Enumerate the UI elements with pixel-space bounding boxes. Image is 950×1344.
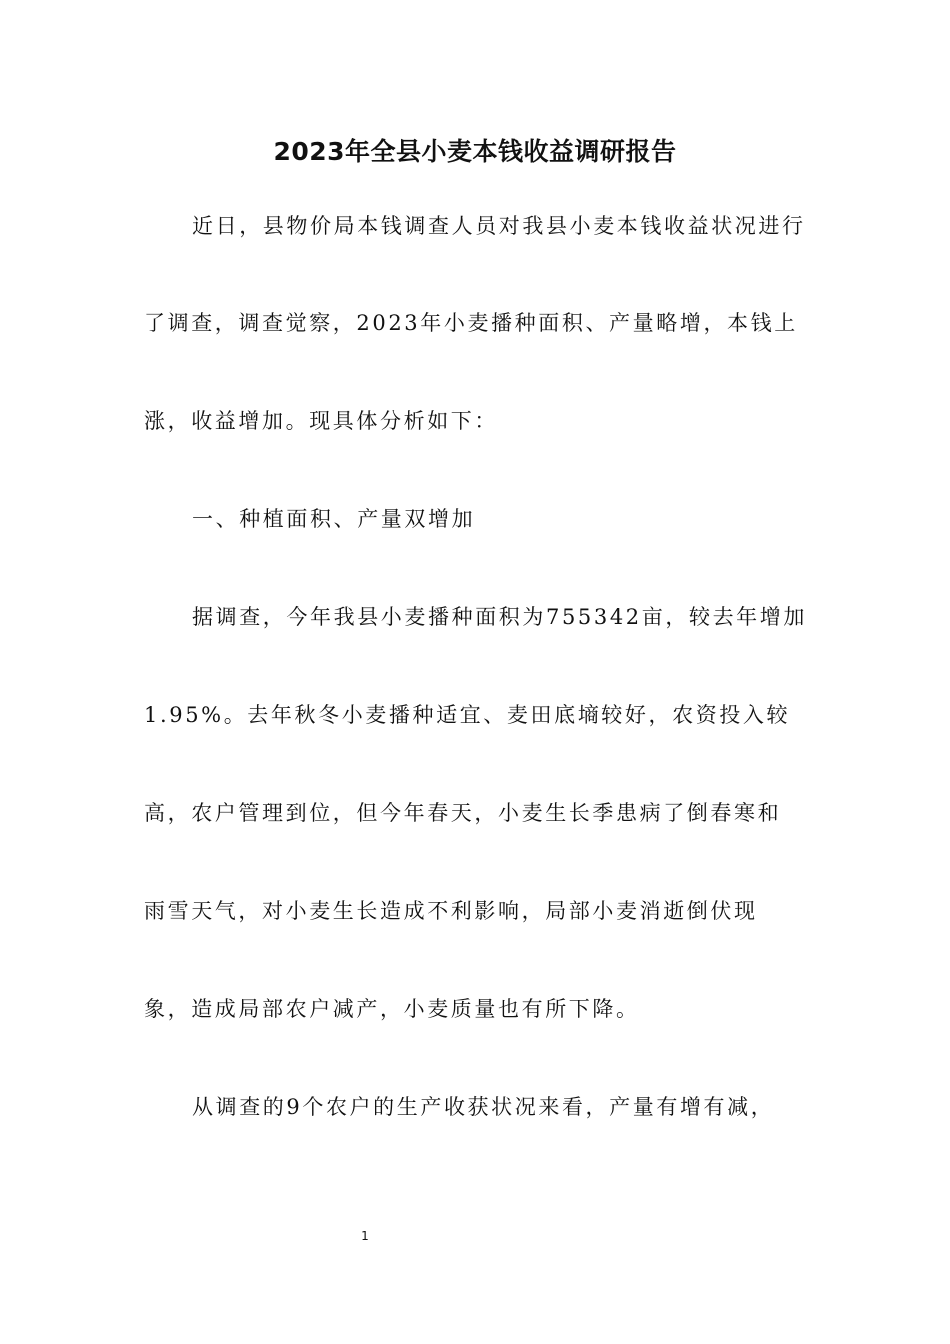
paragraph-line: 涨，收益增加。现具体分析如下： — [144, 409, 498, 433]
document-title: 2023年全县小麦本钱收益调研报告 — [273, 137, 677, 166]
page-number: 1 — [361, 1229, 369, 1243]
paragraph-line: 从调查的9个农户的生产收获状况来看，产量有增有减， — [192, 1095, 775, 1119]
section-heading: 一、种植面积、产量双增加 — [192, 507, 476, 531]
paragraph-line: 雨雪天气，对小麦生长造成不利影响，局部小麦消逝倒伏现 — [144, 899, 758, 923]
paragraph-line: 了调查，调查觉察，2023年小麦播种面积、产量略增，本钱上 — [144, 311, 798, 335]
paragraph-line: 高，农户管理到位，但今年春天，小麦生长季患病了倒春寒和 — [144, 801, 782, 825]
paragraph-line: 1.95%。去年秋冬小麦播种适宜、麦田底墒较好，农资投入较 — [144, 703, 791, 727]
paragraph-line: 近日，县物价局本钱调查人员对我县小麦本钱收益状况进行 — [192, 214, 806, 238]
paragraph-line: 据调查，今年我县小麦播种面积为755342亩，较去年增加 — [192, 605, 807, 629]
paragraph-line: 象，造成局部农户减产，小麦质量也有所下降。 — [144, 997, 640, 1021]
